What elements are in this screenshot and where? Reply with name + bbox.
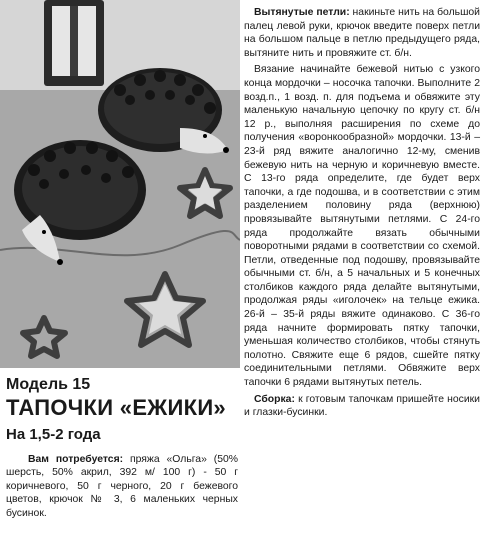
materials-lead: Вам потребуется: — [28, 454, 124, 465]
paragraph-3-lead: Сборка: — [254, 393, 295, 405]
article-paragraph-1 — [244, 6, 480, 60]
article-column — [244, 6, 480, 423]
paragraph-1-lead: Вытянутые петли: — [254, 7, 350, 18]
article-paragraph-2: Вязание начинайте бежевой нитью с узкого конца мордочки – носочка тапочки. Выполните 2 возд.п., 1 возд. п. для подъема и обвяжите эту маленькую начальную цепочку по кругу ст. б/н 12 р., выполняя расширения по схеме до получения «воронкообразной» мордочки. 13-й – 23-й ряд вяжите аналогично 12-му, сменив бежевую нить на черную и коричневую вместе. С 13-го ряда определите, где будет верх тапочки, а где подошва, и в соответствии с этим разделением половину ряда (верхнюю) провязывайте вытянутыми петлями. С 24-го ряда продолжайте вязать обычными поворотными рядами в соответствии со схемой. Петли, отведенные под подошву, провязывайте обычными ст. б/н, а 5 начальных и 5 конечных столбиков каждого ряда делайте вытянутыми, продолжая ряды «иголочек» на тельце ежика. 26-й – 35-й ряды вяжите одинаково. С 36-го ряда начните формировать пятку тапочки, уменьшая количество столбиков, чтобы стянуть полотно. Свяжите еще 6 рядов, сшейте пятку соединительными петлями. Обвяжите верх тапочки 6 рядами вытянутых петель. — [244, 64, 480, 389]
model-age: На 1,5-2 года — [6, 426, 101, 443]
hedgehog-slippers-illustration — [0, 0, 240, 368]
paragraph-3-text: к готовым тапочкам пришейте носики и глазки-бусинки. — [244, 393, 480, 419]
model-number: Модель 15 — [6, 376, 91, 393]
materials-text: пряжа «Ольга» (50% шерсть, 50% акрил, 392 м/ 100 г) - 50 г коричневого, 50 г черного, 20 г бежевого цветов, крючок № 3, 6 маленьких черных бусинок. — [6, 454, 238, 519]
model-block — [6, 376, 238, 520]
paragraph-1-text: накиньте нить на большой палец левой руки, крючок введите поверх петли на большом пальце в петлю предыдущего ряда, вытяните нить и провяжите ст. б/н. — [244, 7, 480, 59]
model-title: ТАПОЧКИ «ЕЖИКИ» — [6, 395, 226, 420]
lantern-shape — [44, 0, 104, 86]
article-paragraph-3 — [244, 393, 480, 420]
materials-paragraph — [6, 453, 238, 520]
slippers-photo — [0, 0, 240, 368]
